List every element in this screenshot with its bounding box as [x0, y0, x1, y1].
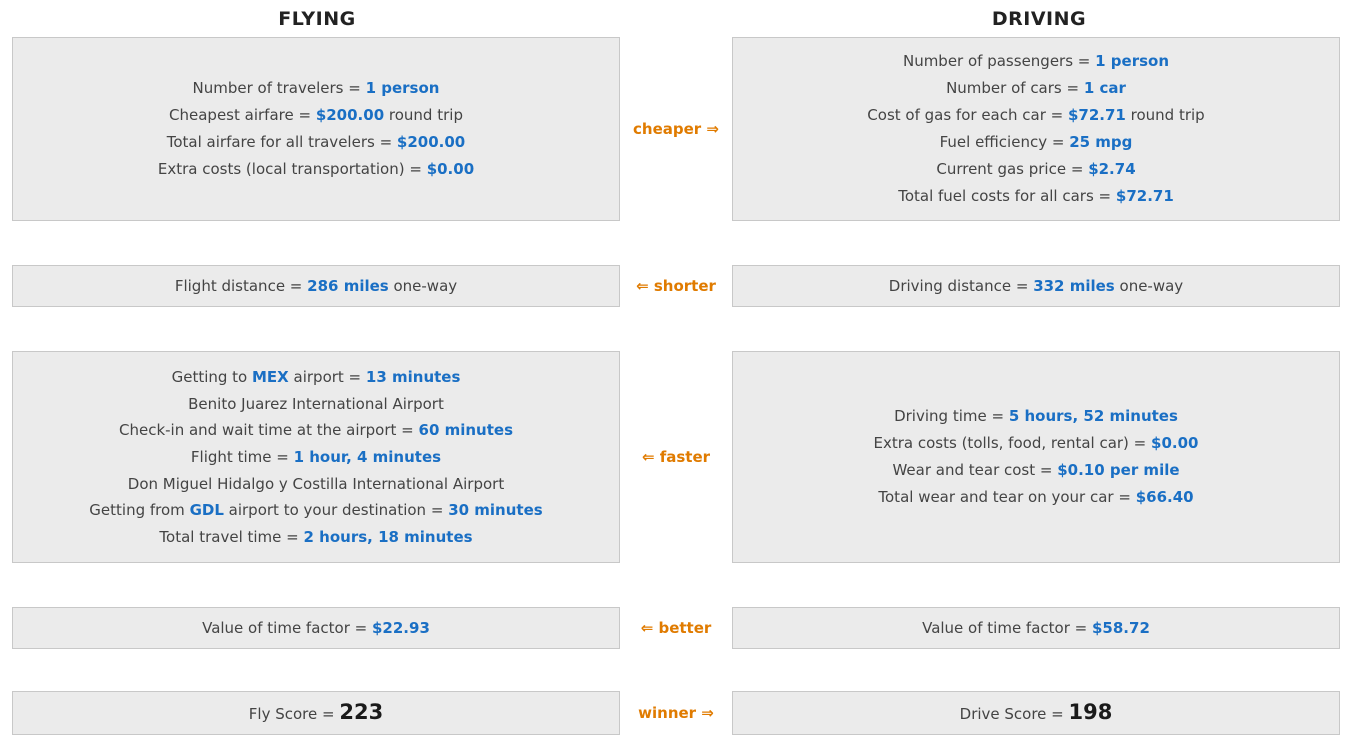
flying-time-value-0: 13 minutes [365, 367, 461, 386]
flying-time-value-2: 60 minutes [418, 420, 514, 439]
faster-indicator: ⇐ faster [641, 448, 711, 466]
driving-cost-line [898, 183, 1174, 210]
winner-indicator: winner ⇒ [638, 704, 714, 722]
fly-score-panel [12, 691, 620, 735]
flying-time-airport-code-destination: GDL [189, 500, 224, 519]
driving-cost-value-4: $2.74 [1088, 160, 1136, 178]
flying-distance-value: 286 miles [307, 276, 389, 295]
driving-cost-line [936, 156, 1135, 183]
flying-value-line [202, 615, 430, 642]
driving-distance-panel [732, 265, 1340, 307]
driving-cost-panel [732, 37, 1340, 221]
driving-cost-label-0: Number of passengers = [902, 52, 1096, 70]
flying-cost-panel [12, 37, 620, 221]
flying-origin-airport-name: Benito Juarez International Airport [188, 394, 444, 413]
driving-time-value-2: $0.10 per mile [1057, 461, 1180, 479]
driving-value-label: Value of time factor = [922, 618, 1092, 637]
flying-cost-value-1: $200.00 [315, 106, 385, 124]
flying-time-label-2: Check-in and wait time at the airport = [118, 420, 419, 439]
flying-cost-label-3: Extra costs (local transportation) = [157, 160, 427, 178]
flying-cost-line [193, 75, 440, 102]
flying-time-airport-code-origin: MEX [252, 367, 289, 386]
driving-distance-suffix: one-way [1114, 276, 1184, 295]
driving-cost-value-2: $72.71 [1067, 106, 1126, 124]
fly-score-line [249, 699, 383, 728]
flying-distance-label: Flight distance = [174, 276, 308, 295]
driving-cost-label-5: Total fuel costs for all cars = [898, 187, 1116, 205]
better-indicator: ⇐ better [640, 619, 712, 637]
driving-time-line [874, 430, 1199, 457]
driving-cost-line [946, 75, 1126, 102]
driving-time-line [878, 484, 1193, 511]
drive-score-line [960, 699, 1113, 728]
driving-cost-suffix-2: round trip [1125, 106, 1205, 124]
value-of-time-row [0, 607, 1346, 649]
flying-time-line [89, 497, 542, 524]
driving-value-line [922, 615, 1150, 642]
cost-row [0, 37, 1346, 221]
fly-score-value: 223 [339, 699, 384, 724]
flying-time-label-3: Flight time = [190, 447, 294, 466]
driving-cost-label-4: Current gas price = [936, 160, 1089, 178]
flying-destination-airport-name: Don Miguel Hidalgo y Costilla International Airport [127, 474, 505, 493]
driving-time-label-1: Extra costs (tolls, food, rental car) = [873, 434, 1152, 452]
flying-cost-label-2: Total airfare for all travelers = [166, 133, 397, 151]
flying-cost-line [169, 102, 463, 129]
shorter-indicator: ⇐ shorter [636, 277, 716, 295]
time-row [0, 351, 1346, 563]
driving-cost-line [867, 102, 1204, 129]
flying-time-mid-5: airport to your destination = [223, 500, 449, 519]
flying-time-line [119, 417, 513, 444]
distance-row [0, 265, 1346, 307]
driving-time-panel [732, 351, 1340, 563]
flying-time-panel [12, 351, 620, 563]
driving-cost-value-5: $72.71 [1115, 187, 1174, 205]
flying-cost-suffix-1: round trip [384, 106, 463, 124]
flying-time-line [159, 524, 472, 551]
flying-time-value-3: 1 hour, 4 minutes [293, 447, 442, 466]
driving-column-title: DRIVING [991, 8, 1087, 30]
driving-distance-value: 332 miles [1033, 276, 1115, 295]
driving-value-panel [732, 607, 1340, 649]
driving-cost-line [940, 129, 1133, 156]
flying-time-label-6: Total travel time = [159, 527, 304, 546]
driving-cost-value-1: 1 car [1083, 79, 1126, 97]
drive-score-value: 198 [1068, 699, 1113, 724]
score-row [0, 691, 1346, 735]
flying-time-label-5: Getting from [89, 500, 190, 519]
driving-value-amount: $58.72 [1092, 618, 1150, 637]
driving-time-line [894, 403, 1178, 430]
flying-cost-value-2: $200.00 [396, 133, 466, 151]
flying-value-panel [12, 607, 620, 649]
flying-distance-panel [12, 265, 620, 307]
driving-cost-line [903, 48, 1169, 75]
driving-cost-value-0: 1 person [1095, 52, 1170, 70]
flying-distance-suffix: one-way [388, 276, 458, 295]
flying-distance-line [175, 273, 457, 300]
driving-time-value-0: 5 hours, 52 minutes [1008, 407, 1178, 425]
flying-time-line [191, 444, 441, 471]
driving-time-line [892, 457, 1179, 484]
driving-cost-value-3: 25 mpg [1069, 133, 1133, 151]
flying-cost-label-0: Number of travelers = [192, 79, 366, 97]
flying-time-label-0: Getting to [171, 367, 252, 386]
driving-cost-label-2: Cost of gas for each car = [867, 106, 1068, 124]
column-headers [0, 0, 1346, 30]
flying-time-total: 2 hours, 18 minutes [303, 527, 473, 546]
driving-time-label-3: Total wear and tear on your car = [878, 488, 1136, 506]
driving-cost-label-1: Number of cars = [946, 79, 1084, 97]
driving-distance-label: Driving distance = [888, 276, 1034, 295]
flying-time-value-5: 30 minutes [448, 500, 543, 519]
flying-column-title: FLYING [278, 8, 356, 30]
driving-time-value-1: $0.00 [1151, 434, 1199, 452]
drive-score-label: Drive Score = [959, 704, 1069, 723]
driving-time-label-0: Driving time = [894, 407, 1009, 425]
flying-value-label: Value of time factor = [202, 618, 372, 637]
flying-cost-line [158, 156, 474, 183]
flying-cost-label-1: Cheapest airfare = [169, 106, 316, 124]
flying-cost-value-0: 1 person [365, 79, 440, 97]
cheaper-indicator: cheaper ⇒ [633, 120, 719, 138]
fly-score-label: Fly Score = [248, 704, 340, 723]
driving-distance-line [889, 273, 1183, 300]
driving-time-value-3: $66.40 [1135, 488, 1194, 506]
flying-time-line [172, 364, 461, 391]
driving-time-label-2: Wear and tear cost = [892, 461, 1058, 479]
flying-time-mid-0: airport = [288, 367, 366, 386]
flying-value-amount: $22.93 [372, 618, 430, 637]
driving-cost-label-3: Fuel efficiency = [939, 133, 1070, 151]
flying-cost-value-3: $0.00 [426, 160, 475, 178]
flying-cost-line [167, 129, 465, 156]
drive-score-panel [732, 691, 1340, 735]
